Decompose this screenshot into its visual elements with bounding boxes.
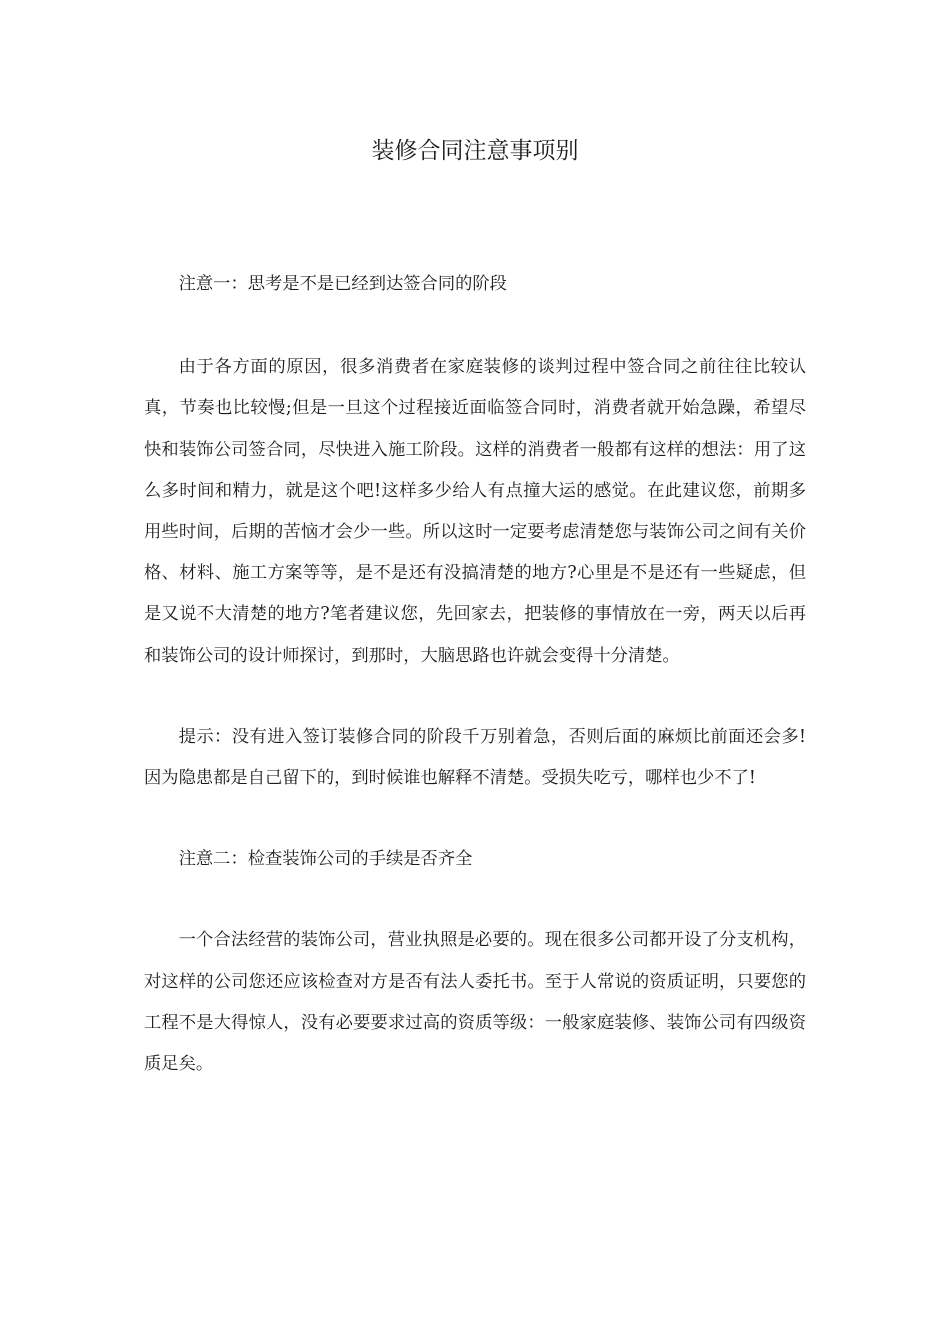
tip-paragraph: 提示：没有进入签订装修合同的阶段千万别着急，否则后面的麻烦比前面还会多!因为隐患都是自己留下的，到时候谁也解释不清楚。受损失吃亏，哪样也少不了!	[144, 726, 806, 789]
document-title: 装修合同注意事项别	[371, 138, 579, 164]
section-heading-1: 注意一：思考是不是已经到达签合同的阶段	[178, 274, 507, 294]
body-paragraph-1: 由于各方面的原因，很多消费者在家庭装修的谈判过程中签合同之前往往比较认真，节奏也比较慢;但是一旦这个过程接近面临签合同时，消费者就开始急躁，希望尽快和装饰公司签合同，尽快进入施工阶段。这样的消费者一般都有这样的想法：用了这么多时间和精力，就是这个吧!这样多少给人有点撞大运的感觉。在此建议您，前期多用些时间，后期的苦恼才会少一些。所以这时一定要考虑清楚您与装饰公司之间有关价格、材料、施工方案等等，是不是还有没搞清楚的地方?心里是不是还有一些疑虑，但是又说不大清楚的地方?笔者建议您，先回家去，把装修的事情放在一旁，两天以后再和装饰公司的设计师探讨，到那时，大脑思路也许就会变得十分清楚。	[144, 357, 806, 666]
spacer	[144, 305, 806, 347]
spacer	[144, 677, 806, 717]
body-paragraph-2: 一个合法经营的装饰公司，营业执照是必要的。现在很多公司都开设了分支机构，对这样的公司您还应该检查对方是否有法人委托书。至于人常说的资质证明，只要您的工程不是大得惊人，没有必要要求过高的资质等级：一般家庭装修、装饰公司有四级资质足矣。	[144, 930, 806, 1075]
spacer	[144, 799, 806, 839]
document-body	[144, 264, 806, 1085]
section-heading-2: 注意二：检查装饰公司的手续是否齐全	[178, 849, 473, 870]
spacer	[144, 880, 806, 920]
